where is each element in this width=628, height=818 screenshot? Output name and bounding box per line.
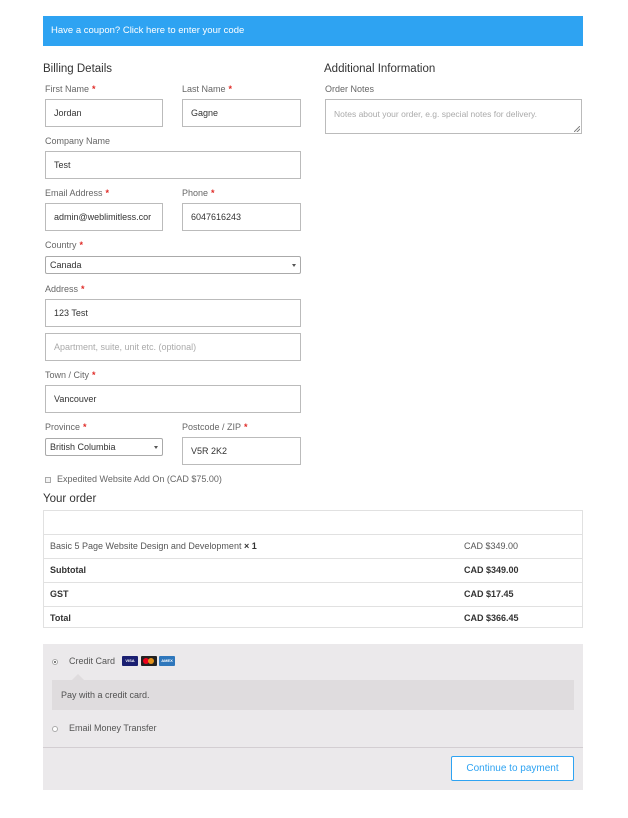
email-transfer-radio[interactable] xyxy=(52,726,58,732)
subtotal-value: CAD $349.00 xyxy=(464,565,519,575)
amex-icon: AMEX xyxy=(159,656,175,666)
gst-label: GST xyxy=(50,589,69,599)
address-label: Address * xyxy=(45,284,85,294)
first-name-label: First Name * xyxy=(45,84,96,94)
phone-label: Phone * xyxy=(182,188,215,198)
province-label: Province * xyxy=(45,422,87,432)
city-input[interactable]: Vancouver xyxy=(45,385,301,413)
first-name-input[interactable]: Jordan xyxy=(45,99,163,127)
address-input[interactable]: 123 Test xyxy=(45,299,301,327)
continue-to-payment-button[interactable]: Continue to payment xyxy=(451,756,574,781)
resize-grip-icon[interactable] xyxy=(574,126,580,132)
table-row xyxy=(44,534,582,558)
country-select[interactable] xyxy=(45,256,301,274)
phone-input[interactable]: 6047616243 xyxy=(182,203,301,231)
email-label: Email Address * xyxy=(45,188,110,198)
chevron-down-icon xyxy=(292,264,296,267)
total-value: CAD $366.45 xyxy=(464,613,519,623)
company-input[interactable]: Test xyxy=(45,151,301,179)
visa-icon: VISA xyxy=(122,656,138,666)
country-value: Canada xyxy=(50,260,82,270)
credit-card-label[interactable]: Credit Card xyxy=(69,656,116,666)
addon-label[interactable]: Expedited Website Add On (CAD $75.00) xyxy=(57,474,222,484)
chevron-down-icon xyxy=(154,446,158,449)
item-qty: × 1 xyxy=(243,541,257,551)
postcode-input[interactable]: V5R 2K2 xyxy=(182,437,301,465)
addon-checkbox[interactable] xyxy=(45,477,51,483)
order-notes-placeholder: Notes about your order, e.g. special notes for delivery. xyxy=(334,109,538,119)
table-row xyxy=(44,582,582,606)
subtotal-label: Subtotal xyxy=(50,565,86,575)
country-label: Country * xyxy=(45,240,84,250)
coupon-notice[interactable]: Have a coupon? Click here to enter your code xyxy=(43,16,583,46)
order-notes-textarea[interactable] xyxy=(325,99,582,134)
additional-title: Additional Information xyxy=(324,63,436,75)
email-transfer-label[interactable]: Email Money Transfer xyxy=(69,723,157,733)
city-label: Town / City * xyxy=(45,370,96,380)
order-table xyxy=(43,510,583,628)
mastercard-icon xyxy=(141,656,157,666)
last-name-label: Last Name * xyxy=(182,84,233,94)
billing-title: Billing Details xyxy=(43,63,113,75)
item-name: Basic 5 Page Website Design and Development × 1 xyxy=(50,541,257,551)
province-select[interactable] xyxy=(45,438,163,456)
item-price: CAD $349.00 xyxy=(464,541,519,551)
table-row xyxy=(44,606,582,628)
table-row xyxy=(44,558,582,582)
credit-card-radio[interactable] xyxy=(52,659,58,665)
credit-card-description: Pay with a credit card. xyxy=(52,680,574,710)
payment-divider xyxy=(43,747,583,748)
payment-methods xyxy=(43,644,583,790)
address2-input[interactable]: Apartment, suite, unit etc. (optional) xyxy=(45,333,301,361)
province-value: British Columbia xyxy=(50,442,116,452)
postcode-label: Postcode / ZIP * xyxy=(182,422,248,432)
email-input[interactable]: admin@weblimitless.cor xyxy=(45,203,163,231)
last-name-input[interactable]: Gagne xyxy=(182,99,301,127)
order-notes-label: Order Notes xyxy=(325,84,375,94)
total-label: Total xyxy=(50,613,71,623)
company-label: Company Name xyxy=(45,136,111,146)
order-title: Your order xyxy=(43,493,97,505)
gst-value: CAD $17.45 xyxy=(464,589,514,599)
